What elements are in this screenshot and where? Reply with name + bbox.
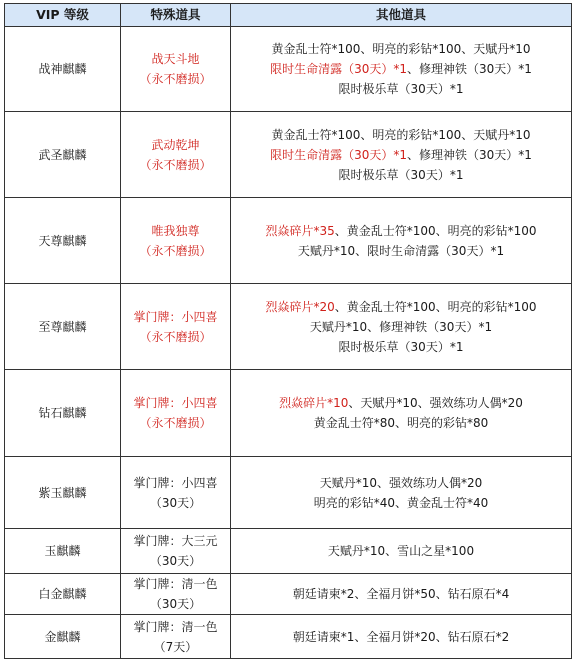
other-items-line — [233, 125, 569, 145]
special-item-line: 武动乾坤 — [151, 137, 200, 152]
other-items-cell — [231, 574, 572, 615]
other-items-cell — [231, 284, 572, 370]
other-items-cell — [231, 112, 572, 198]
special-item-cell — [121, 284, 231, 370]
other-items-line — [233, 145, 569, 165]
item-text: 限时极乐草（30天）*1 — [338, 82, 464, 96]
special-item-line: （永不磨损） — [139, 329, 212, 344]
special-item-line: 战天斗地 — [151, 52, 200, 66]
special-item-line: （30天） — [149, 495, 202, 510]
item-text: 朝廷请柬*1、全福月饼*20、钻石原石*2 — [292, 629, 510, 644]
vip-rewards-table — [4, 3, 572, 659]
other-items-line — [233, 584, 569, 604]
item-text: 天赋丹*10、修理神铁（30天）*1 — [309, 319, 493, 334]
vip-level-cell: 天尊麒麟 — [5, 198, 121, 284]
special-item-line: 掌门牌：小四喜 — [133, 309, 218, 324]
other-items-line — [233, 493, 569, 513]
header-row — [5, 4, 572, 27]
other-items-line — [233, 317, 569, 337]
vip-level-cell: 玉麒麟 — [5, 529, 121, 574]
other-items-line — [233, 541, 569, 561]
other-items-cell — [231, 370, 572, 457]
special-item-line: 掌门牌：小四喜 — [133, 396, 218, 410]
other-items-line — [233, 337, 569, 357]
special-item-line: （永不磨损） — [139, 243, 212, 258]
other-items-line — [233, 165, 569, 185]
item-text: 限时极乐草（30天）*1 — [338, 339, 464, 354]
header-vip-level: VIP 等级 — [5, 4, 121, 27]
special-item-cell — [121, 27, 231, 112]
other-items-line — [233, 413, 569, 433]
item-text: 黄金乱士符*80、明亮的彩钻*80 — [313, 416, 489, 430]
item-text: 、修理神铁（30天）*1 — [407, 147, 532, 162]
special-item-cell — [121, 529, 231, 574]
header-special-items: 特殊道具 — [121, 4, 231, 27]
table-body — [5, 27, 572, 659]
table-row — [5, 27, 572, 112]
special-item-line: 唯我独尊 — [151, 223, 200, 238]
table-row — [5, 529, 572, 574]
vip-level-cell: 战神麒麟 — [5, 27, 121, 112]
table-row — [5, 112, 572, 198]
other-items-cell — [231, 615, 572, 659]
highlighted-item-text: 烈焱碎片*20 — [265, 299, 335, 314]
other-items-line — [233, 473, 569, 493]
item-text: 限时极乐草（30天）*1 — [338, 167, 464, 182]
table-row — [5, 198, 572, 284]
table-row — [5, 284, 572, 370]
special-item-cell — [121, 615, 231, 659]
item-text: 、黄金乱士符*100、明亮的彩钻*100 — [334, 223, 537, 238]
special-item-line: （30天） — [149, 554, 202, 568]
vip-level-cell: 金麒麟 — [5, 615, 121, 659]
other-items-line — [233, 393, 569, 413]
other-items-line — [233, 627, 569, 647]
special-item-line: （永不磨损） — [139, 157, 212, 172]
table-row — [5, 457, 572, 529]
special-item-line: （永不磨损） — [139, 72, 212, 86]
item-text: 黄金乱士符*100、明亮的彩钻*100、天赋丹*10 — [271, 127, 531, 142]
highlighted-item-text: 限时生命清露（30天）*1 — [270, 147, 407, 162]
item-text: 天赋丹*10、雪山之星*100 — [327, 544, 475, 558]
item-text: 黄金乱士符*100、明亮的彩钻*100、天赋丹*10 — [271, 42, 531, 56]
item-text: 、黄金乱士符*100、明亮的彩钻*100 — [334, 299, 537, 314]
special-item-line: （7天） — [153, 639, 198, 654]
highlighted-item-text: 限时生命清露（30天）*1 — [270, 62, 407, 76]
other-items-cell — [231, 27, 572, 112]
special-item-cell — [121, 574, 231, 615]
table-row — [5, 370, 572, 457]
highlighted-item-text: 烈焱碎片*10 — [279, 396, 349, 410]
highlighted-item-text: 烈焱碎片*35 — [265, 223, 335, 238]
item-text: 天赋丹*10、强效练功人偶*20 — [319, 475, 483, 490]
special-item-line: （永不磨损） — [139, 416, 212, 430]
other-items-line — [233, 221, 569, 241]
other-items-line — [233, 59, 569, 79]
special-item-line: （30天） — [149, 597, 202, 611]
other-items-cell — [231, 198, 572, 284]
vip-level-cell: 至尊麒麟 — [5, 284, 121, 370]
item-text: 明亮的彩钻*40、黄金乱士符*40 — [313, 495, 489, 510]
vip-level-cell: 紫玉麒麟 — [5, 457, 121, 529]
header-other-items: 其他道具 — [231, 4, 572, 27]
item-text: 、修理神铁（30天）*1 — [407, 62, 532, 76]
vip-level-cell: 白金麒麟 — [5, 574, 121, 615]
other-items-cell — [231, 457, 572, 529]
item-text: 朝廷请柬*2、全福月饼*50、钻石原石*4 — [292, 587, 510, 601]
vip-level-cell: 武圣麒麟 — [5, 112, 121, 198]
vip-level-cell: 钻石麒麟 — [5, 370, 121, 457]
table-row — [5, 615, 572, 659]
other-items-cell — [231, 529, 572, 574]
special-item-cell — [121, 457, 231, 529]
special-item-line: 掌门牌：大三元 — [133, 534, 218, 548]
table-row — [5, 574, 572, 615]
other-items-line — [233, 241, 569, 261]
special-item-line: 掌门牌：清一色 — [133, 619, 218, 634]
other-items-line — [233, 79, 569, 99]
item-text: 、天赋丹*10、强效练功人偶*20 — [348, 396, 523, 410]
special-item-cell — [121, 198, 231, 284]
other-items-line — [233, 297, 569, 317]
special-item-line: 掌门牌：小四喜 — [133, 475, 218, 490]
special-item-cell — [121, 370, 231, 457]
special-item-line: 掌门牌：清一色 — [133, 577, 218, 591]
item-text: 天赋丹*10、限时生命清露（30天）*1 — [297, 243, 505, 258]
special-item-cell — [121, 112, 231, 198]
other-items-line — [233, 39, 569, 59]
